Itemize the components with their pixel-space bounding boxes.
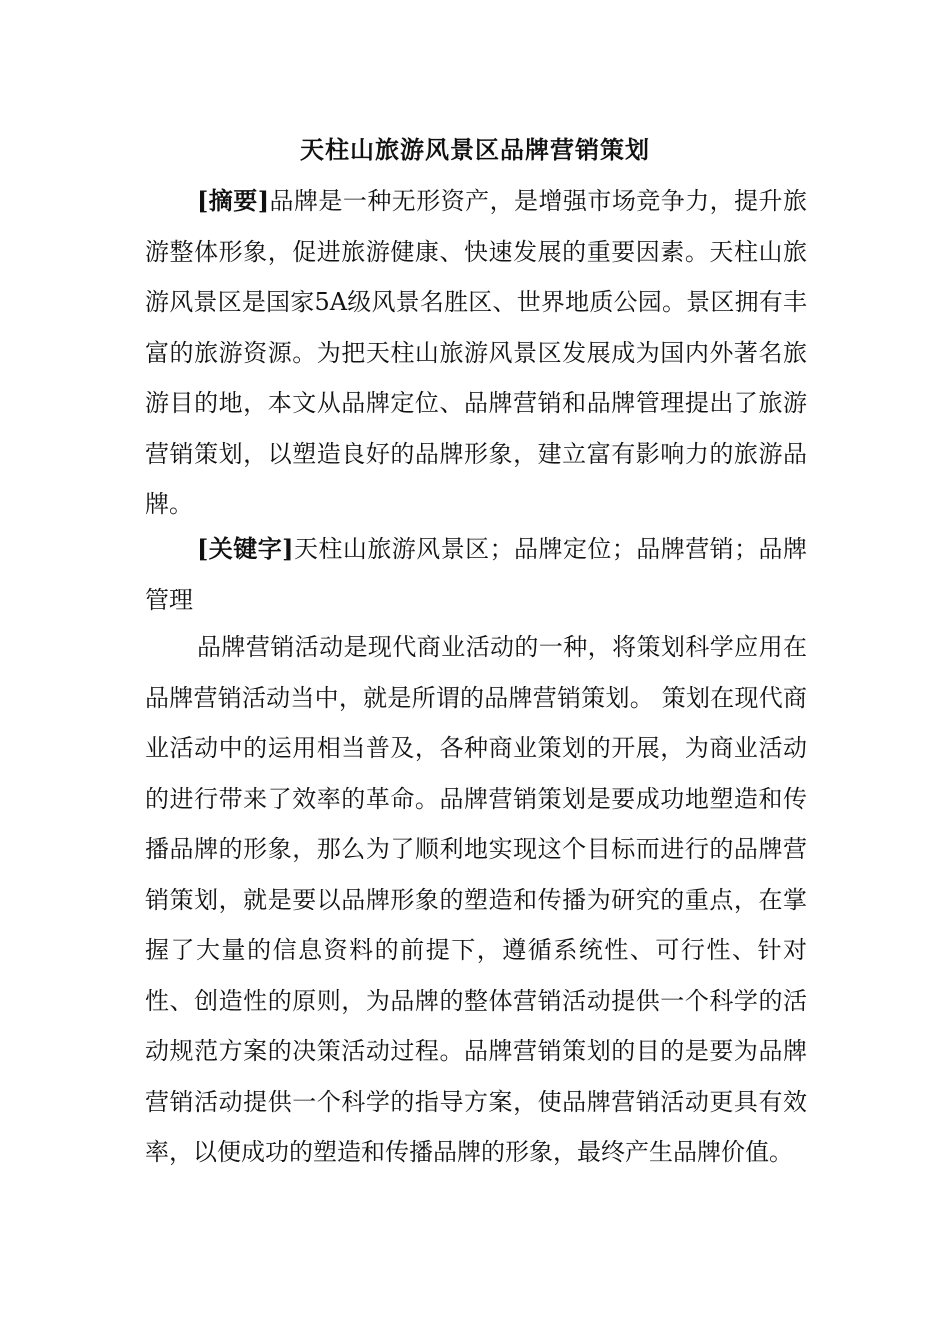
- body-paragraph: 品牌营销活动是现代商业活动的一种，将策划科学应用在品牌营销活动当中，就是所谓的品牌营销策划。 策划在现代商业活动中的运用相当普及，各种商业策划的开展，为商业活动的进行带来了效率的革命。品牌营销策划是要成功地塑造和传播品牌的形象，那么为了顺利地实现这个目标而进行的品牌营销策划，就是要以品牌形象的塑造和传播为研究的重点，在掌握了大量的信息资料的前提下，遵循系统性、可行性、针对性、创造性的原则，为品牌的整体营销活动提供一个科学的活动规范方案的决策活动过程。品牌营销策划的目的是要为品牌营销活动提供一个科学的指导方案，使品牌营销活动更具有效率，以便成功的塑造和传播品牌的形象，最终产生品牌价值。: [145, 633, 807, 1166]
- abstract-text: 品牌是一种无形资产，是增强市场竞争力，提升旅游整体形象，促进旅游健康、快速发展的重要因素。天柱山旅游风景区是国家5A级风景名胜区、世界地质公园。景区拥有丰富的旅游资源。为把天柱山旅游风景区发展成为国内外著名旅游目的地，本文从品牌定位、品牌营销和品牌管理提出了旅游营销策划，以塑造良好的品牌形象，建立富有影响力的旅游品牌。: [145, 187, 808, 518]
- keywords-label: [关键字]: [197, 534, 294, 563]
- abstract-label: [摘要]: [197, 186, 270, 215]
- keywords-paragraph: [145, 524, 807, 625]
- abstract-paragraph: [145, 176, 807, 530]
- keywords-text: 天柱山旅游风景区；品牌定位；品牌营销；品牌管理: [145, 535, 808, 614]
- document-title: 天柱山旅游风景区品牌营销策划: [300, 135, 650, 164]
